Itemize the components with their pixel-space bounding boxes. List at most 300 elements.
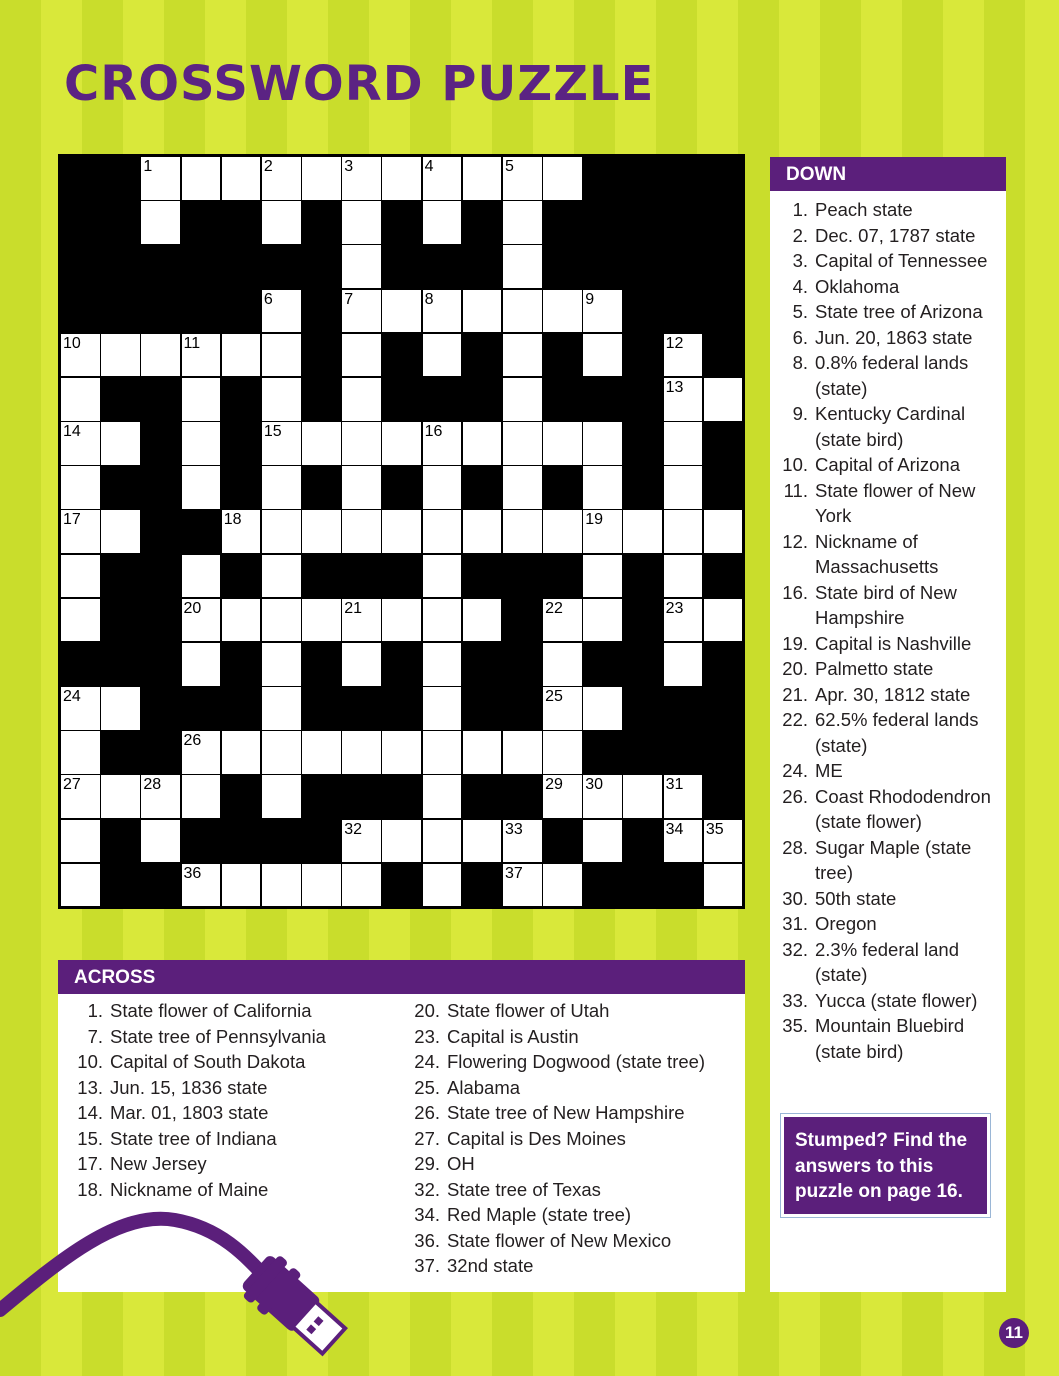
clue-text: 2.3% federal land (state)	[815, 938, 959, 985]
clue-item	[776, 529, 1004, 580]
grid-cell	[60, 686, 101, 731]
grid-cell	[100, 421, 141, 466]
clue-text: Capital is Austin	[447, 1025, 579, 1047]
grid-cell	[582, 421, 623, 466]
clue-text: Dec. 07, 1787 state	[815, 224, 976, 246]
grid-cell	[663, 642, 704, 687]
grid-cell	[221, 509, 262, 554]
clue-text: Coast Rhododendron (state flower)	[815, 785, 991, 832]
grid-cell	[181, 774, 222, 819]
clue-text: Jun. 20, 1863 state	[815, 326, 973, 348]
clue-number: 25.	[414, 1076, 440, 1098]
clue-number: 33.	[782, 989, 808, 1011]
clue-item	[408, 1075, 738, 1101]
clue-item	[776, 631, 1004, 657]
grid-cell	[502, 377, 543, 422]
grid-cell	[462, 509, 503, 554]
clue-text: 32nd state	[447, 1255, 534, 1276]
clue-item	[71, 1126, 391, 1152]
grid-cell	[341, 465, 382, 510]
grid-cell	[542, 289, 583, 334]
grid-cell	[341, 819, 382, 864]
grid-cell	[60, 598, 101, 643]
grid-cell	[502, 289, 543, 334]
clue-number: 34	[665, 820, 684, 838]
grid-cell	[60, 819, 101, 864]
grid-cell	[502, 200, 543, 245]
clue-item	[408, 1100, 738, 1126]
grid-cell	[542, 509, 583, 554]
grid-cell	[502, 156, 543, 201]
page-title: CROSSWORD PUZZLE	[64, 56, 655, 112]
clue-item	[408, 1202, 738, 1228]
grid-cell	[462, 730, 503, 775]
grid-cell	[462, 819, 503, 864]
clue-item	[71, 1151, 391, 1177]
clue-item	[776, 299, 1004, 325]
down-heading: DOWN	[770, 157, 1006, 191]
clue-item	[71, 1024, 391, 1050]
clue-number: 3	[344, 158, 354, 175]
clue-text: State flower of New Mexico	[447, 1229, 672, 1251]
clue-item	[408, 1151, 738, 1177]
grid-cell	[341, 642, 382, 687]
across-heading: ACROSS	[58, 960, 745, 994]
grid-cell	[422, 465, 463, 510]
grid-cell	[261, 863, 302, 908]
clue-item	[776, 401, 1004, 452]
grid-cell	[140, 774, 181, 819]
clue-text: Kentucky Cardinal (state bird)	[815, 403, 966, 450]
grid-cell	[663, 819, 704, 864]
clue-number: 32	[344, 820, 363, 838]
grid-cell	[261, 598, 302, 643]
clue-number: 19.	[782, 632, 808, 654]
grid-cell	[181, 421, 222, 466]
clue-text: Palmetto state	[815, 658, 934, 679]
clue-text: Capital of Arizona	[815, 454, 961, 475]
clue-item	[71, 998, 391, 1024]
clue-number: 7	[344, 290, 354, 308]
clue-text: Mountain Bluebird (state bird)	[815, 1015, 965, 1062]
grid-cell	[703, 819, 744, 864]
grid-cell	[221, 863, 262, 908]
grid-cell	[341, 863, 382, 908]
across-clue-list-col2	[408, 998, 738, 1279]
crossword-cells	[60, 156, 743, 907]
grid-cell	[422, 554, 463, 599]
grid-cell	[582, 686, 623, 731]
clue-text: Red Maple (state tree)	[447, 1204, 632, 1225]
clue-number: 9	[585, 290, 595, 308]
grid-cell	[422, 863, 463, 908]
grid-cell	[502, 465, 543, 510]
grid-cell	[60, 421, 101, 466]
grid-cell	[221, 598, 262, 643]
clue-number: 32.	[414, 1178, 440, 1200]
grid-cell	[341, 598, 382, 643]
grid-cell	[60, 863, 101, 908]
clue-number: 17	[63, 511, 81, 529]
clue-item	[408, 1228, 738, 1254]
grid-cell	[663, 598, 704, 643]
down-clue-list	[776, 197, 1004, 1064]
grid-cell	[542, 686, 583, 731]
clue-number: 4.	[792, 275, 808, 297]
clue-number: 13	[665, 378, 684, 396]
grid-cell	[341, 377, 382, 422]
clue-item	[776, 325, 1004, 351]
clue-item	[408, 1024, 738, 1050]
clue-item	[776, 937, 1004, 988]
grid-cell	[422, 686, 463, 731]
grid-cell	[502, 421, 543, 466]
grid-cell	[60, 509, 101, 554]
grid-cell	[181, 156, 222, 201]
clue-number: 9.	[792, 403, 808, 424]
grid-cell	[663, 377, 704, 422]
clue-number: 6	[263, 290, 273, 308]
grid-cell	[301, 598, 342, 643]
grid-cell	[381, 289, 422, 334]
grid-cell	[140, 200, 181, 245]
clue-number: 26.	[782, 785, 808, 807]
clue-number: 11.	[783, 479, 808, 501]
clue-number: 12.	[782, 530, 808, 552]
clue-number: 18	[223, 511, 242, 529]
grid-cell	[261, 421, 302, 466]
grid-cell	[582, 774, 623, 819]
grid-cell	[181, 554, 222, 599]
clue-text: 62.5% federal lands (state)	[815, 709, 979, 756]
clue-item	[776, 350, 1004, 401]
clue-text: State flower of Utah	[447, 1000, 610, 1021]
clue-item	[408, 1049, 738, 1075]
clue-number: 19	[585, 511, 604, 529]
clue-text: Apr. 30, 1812 state	[815, 683, 971, 705]
grid-cell	[381, 509, 422, 554]
clue-item	[776, 707, 1004, 758]
clue-text: State tree of New Hampshire	[447, 1102, 685, 1123]
grid-cell	[261, 333, 302, 378]
clue-number: 22.	[782, 709, 808, 730]
grid-cell	[181, 863, 222, 908]
clue-item	[776, 911, 1004, 937]
clue-item	[776, 274, 1004, 300]
clue-number: 24.	[782, 760, 808, 781]
clue-text: Oregon	[815, 913, 877, 934]
page-number: 11	[999, 1318, 1029, 1348]
grid-cell	[100, 686, 141, 731]
grid-cell	[462, 156, 503, 201]
grid-cell	[542, 421, 583, 466]
grid-cell	[181, 598, 222, 643]
grid-cell	[582, 333, 623, 378]
grid-cell	[181, 465, 222, 510]
clue-text: Flowering Dogwood (state tree)	[447, 1051, 706, 1072]
grid-cell	[502, 730, 543, 775]
grid-cell	[341, 333, 382, 378]
clue-text: Capital of South Dakota	[110, 1051, 306, 1072]
clue-number: 21.	[782, 683, 808, 705]
grid-cell	[301, 421, 342, 466]
clue-text: State tree of Arizona	[815, 301, 983, 322]
grid-cell	[341, 289, 382, 334]
clue-text: State bird of New Hampshire	[815, 581, 957, 628]
grid-cell	[462, 289, 503, 334]
grid-cell	[341, 244, 382, 289]
clue-number: 24	[63, 688, 81, 706]
clue-number: 30.	[782, 887, 808, 909]
clue-text: State tree of Pennsylvania	[110, 1025, 326, 1047]
grid-cell	[60, 465, 101, 510]
clue-number: 12	[665, 334, 684, 352]
clue-number: 3.	[792, 250, 808, 271]
clue-item	[408, 1177, 738, 1203]
clue-number: 5	[504, 158, 514, 175]
clue-text: Mar. 01, 1803 state	[110, 1102, 269, 1123]
grid-cell	[582, 819, 623, 864]
grid-cell	[582, 465, 623, 510]
clue-number: 18.	[77, 1178, 103, 1200]
clue-number: 7.	[87, 1025, 103, 1047]
clue-item	[776, 1013, 1004, 1064]
clue-number: 14	[63, 423, 81, 441]
grid-cell	[502, 819, 543, 864]
grid-cell	[140, 333, 181, 378]
clue-item	[71, 1075, 391, 1101]
clue-item	[776, 197, 1004, 223]
grid-cell	[663, 774, 704, 819]
clue-number: 1.	[792, 199, 808, 220]
clue-number: 26.	[414, 1102, 440, 1123]
grid-cell	[100, 333, 141, 378]
clue-text: State tree of Texas	[447, 1178, 601, 1200]
grid-cell	[221, 156, 262, 201]
clue-number: 27.	[414, 1127, 440, 1149]
grid-cell	[181, 642, 222, 687]
grid-cell	[261, 730, 302, 775]
clue-number: 11	[183, 334, 201, 352]
clue-text: Alabama	[447, 1076, 521, 1098]
clue-text: Sugar Maple (state tree)	[815, 836, 972, 883]
clue-item	[776, 682, 1004, 708]
grid-cell	[582, 509, 623, 554]
clue-text: New Jersey	[110, 1153, 207, 1174]
clue-number: 13.	[77, 1076, 103, 1098]
grid-cell	[261, 156, 302, 201]
grid-cell	[542, 642, 583, 687]
clue-item	[776, 452, 1004, 478]
grid-cell	[221, 333, 262, 378]
clue-number: 37.	[414, 1255, 440, 1276]
grid-cell	[422, 819, 463, 864]
grid-cell	[422, 642, 463, 687]
clue-item	[776, 248, 1004, 274]
grid-cell	[100, 509, 141, 554]
grid-cell	[422, 289, 463, 334]
grid-cell	[381, 819, 422, 864]
across-clue-list-col1	[71, 998, 391, 1202]
clue-number: 1.	[87, 1000, 103, 1021]
grid-cell	[261, 642, 302, 687]
grid-cell	[542, 156, 583, 201]
clue-number: 26	[183, 732, 202, 750]
grid-cell	[703, 863, 744, 908]
clue-item	[776, 656, 1004, 682]
clue-number: 29.	[414, 1153, 440, 1174]
clue-number: 35	[705, 820, 724, 838]
clue-number: 23.	[414, 1025, 440, 1047]
grid-cell	[542, 730, 583, 775]
grid-cell	[341, 509, 382, 554]
clue-number: 5.	[792, 301, 808, 322]
grid-cell	[261, 465, 302, 510]
grid-cell	[100, 774, 141, 819]
grid-cell	[422, 156, 463, 201]
clue-number: 31	[665, 776, 684, 794]
grid-cell	[341, 730, 382, 775]
grid-cell	[261, 554, 302, 599]
clue-number: 20.	[782, 658, 808, 679]
grid-cell	[140, 819, 181, 864]
grid-cell	[622, 774, 663, 819]
clue-number: 33	[504, 820, 523, 838]
clue-text: Peach state	[815, 199, 913, 220]
grid-cell	[261, 200, 302, 245]
clue-item	[408, 1253, 738, 1279]
clue-text: Oklahoma	[815, 275, 900, 297]
stumped-text: Stumped? Find the answers to this puzzle on page 16.	[784, 1117, 987, 1214]
clue-item	[776, 580, 1004, 631]
clue-number: 27	[63, 776, 81, 794]
grid-cell	[703, 509, 744, 554]
clue-number: 1	[143, 158, 153, 175]
grid-cell	[542, 598, 583, 643]
grid-cell	[261, 289, 302, 334]
clue-number: 29	[545, 776, 563, 794]
clue-item	[776, 758, 1004, 784]
clue-number: 28	[143, 776, 162, 794]
clue-number: 22	[545, 599, 563, 617]
grid-cell	[663, 465, 704, 510]
clue-text: Capital is Des Moines	[447, 1127, 626, 1149]
clue-number: 36.	[414, 1229, 440, 1251]
grid-cell	[221, 730, 262, 775]
grid-cell	[301, 730, 342, 775]
clue-number: 4	[424, 158, 434, 175]
grid-cell	[422, 200, 463, 245]
grid-cell	[261, 686, 302, 731]
clue-text: Nickname of Maine	[110, 1178, 269, 1200]
grid-cell	[381, 598, 422, 643]
grid-cell	[663, 554, 704, 599]
grid-cell	[140, 156, 181, 201]
clue-text: State flower of New York	[815, 479, 976, 526]
grid-cell	[261, 377, 302, 422]
clue-item	[71, 1100, 391, 1126]
clue-number: 28.	[782, 836, 808, 858]
clue-number: 24.	[414, 1051, 440, 1072]
clue-text: 0.8% federal lands (state)	[815, 352, 969, 399]
grid-cell	[381, 421, 422, 466]
grid-cell	[422, 333, 463, 378]
grid-cell	[341, 156, 382, 201]
clue-text: OH	[447, 1153, 475, 1174]
grid-cell	[582, 554, 623, 599]
grid-cell	[422, 774, 463, 819]
grid-cell	[703, 598, 744, 643]
grid-cell	[422, 421, 463, 466]
clue-text: ME	[815, 760, 843, 781]
clue-number: 8.	[792, 352, 808, 373]
clue-number: 32.	[782, 938, 808, 960]
clue-number: 16.	[782, 581, 808, 603]
clue-text: Capital is Nashville	[815, 632, 972, 654]
clue-item	[71, 1177, 391, 1203]
grid-cell	[261, 509, 302, 554]
clue-number: 6.	[792, 326, 808, 348]
grid-cell	[582, 598, 623, 643]
grid-cell	[301, 156, 342, 201]
clue-number: 15	[263, 423, 282, 441]
clue-number: 34.	[414, 1204, 440, 1225]
clue-number: 35.	[782, 1015, 808, 1036]
usb-cable-icon	[0, 1200, 360, 1376]
clue-number: 21	[344, 599, 363, 617]
grid-cell	[622, 509, 663, 554]
grid-cell	[301, 509, 342, 554]
clue-number: 2	[263, 158, 273, 175]
clue-number: 14.	[77, 1102, 103, 1123]
clue-number: 23	[665, 599, 684, 617]
grid-cell	[60, 774, 101, 819]
clue-item	[776, 478, 1004, 529]
clue-number: 31.	[782, 913, 808, 934]
grid-cell	[542, 774, 583, 819]
grid-cell	[502, 244, 543, 289]
clue-text: State flower of California	[110, 1000, 312, 1021]
grid-cell	[181, 333, 222, 378]
grid-cell	[181, 730, 222, 775]
clue-number: 8	[424, 290, 434, 308]
grid-cell	[301, 863, 342, 908]
clue-number: 16	[424, 423, 443, 441]
grid-cell	[261, 774, 302, 819]
clue-number: 36	[183, 864, 202, 882]
clue-number: 10	[63, 334, 81, 352]
grid-cell	[582, 289, 623, 334]
grid-cell	[422, 598, 463, 643]
clue-text: State tree of Indiana	[110, 1127, 277, 1149]
grid-cell	[181, 377, 222, 422]
clue-item	[776, 784, 1004, 835]
clue-item	[408, 998, 738, 1024]
clue-number: 20.	[414, 1000, 440, 1021]
clue-item	[776, 835, 1004, 886]
clue-number: 30	[585, 776, 604, 794]
clue-number: 17.	[77, 1153, 103, 1174]
grid-cell	[60, 554, 101, 599]
clue-item	[71, 1049, 391, 1075]
clue-text: Capital of Tennessee	[815, 250, 988, 271]
grid-cell	[422, 509, 463, 554]
clue-text: 50th state	[815, 887, 897, 909]
grid-cell	[502, 509, 543, 554]
clue-text: Nickname of Massachusetts	[815, 530, 939, 577]
grid-cell	[703, 377, 744, 422]
grid-cell	[663, 421, 704, 466]
